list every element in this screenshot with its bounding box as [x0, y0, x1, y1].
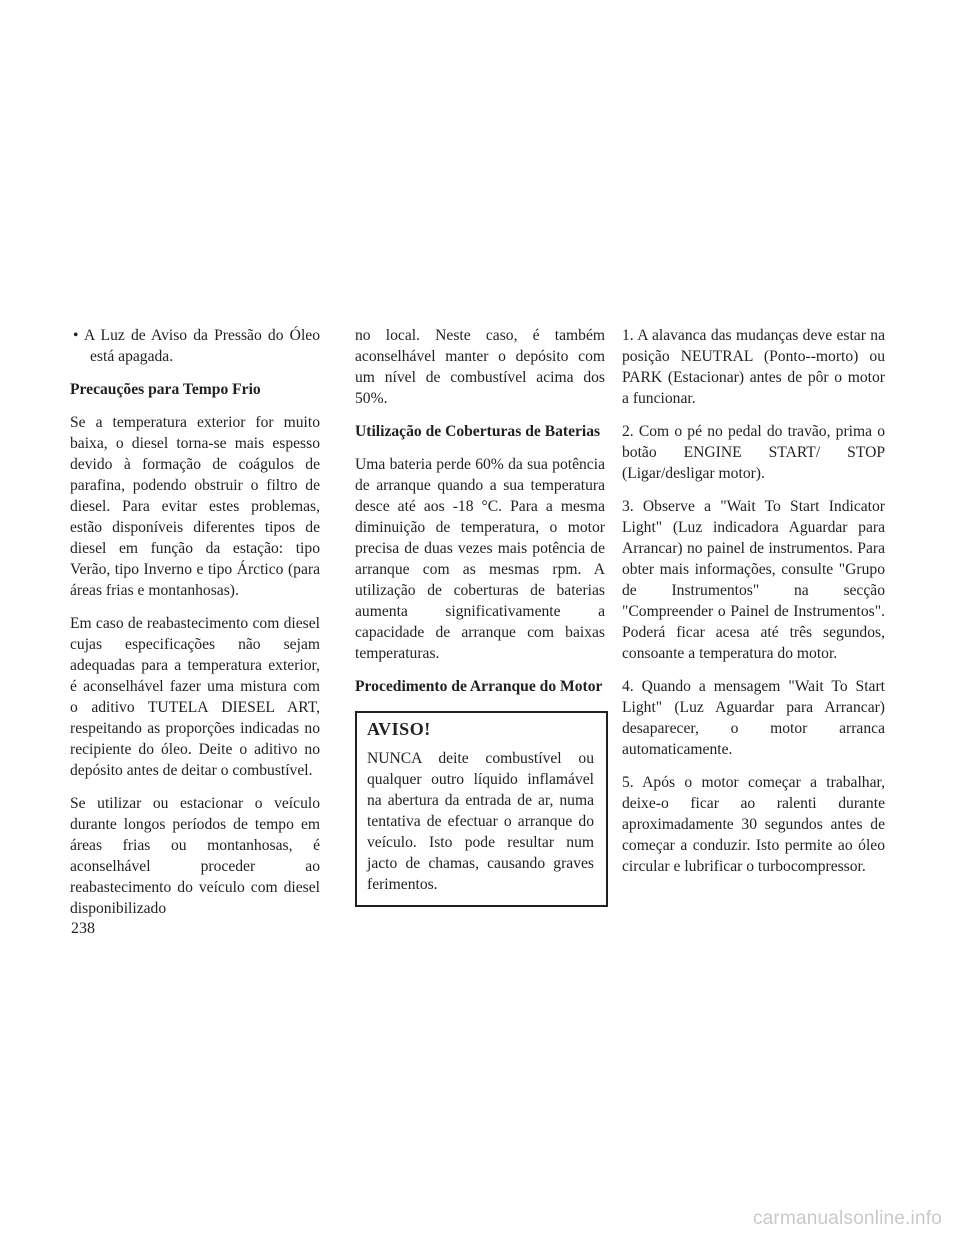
- column-right: [622, 325, 885, 889]
- paragraph: no local. Neste caso, é também aconselhável manter o depósito com um nível de combustível acima dos 50%.: [355, 327, 605, 407]
- watermark: carmanualsonline.info: [752, 1208, 942, 1229]
- bullet-text: A Luz de Aviso da Pressão do Óleo está apagada.: [84, 327, 320, 365]
- bullet-icon: •: [73, 327, 79, 344]
- column-middle: [355, 325, 605, 907]
- bullet-item: [70, 325, 320, 367]
- paragraph: Uma bateria perde 60% da sua potência de arranque quando a sua temperatura desce até aos -18 °C. Para a mesma diminuição de temperatura, o motor precisa de duas vezes mais potência de arranque com as mesmas rpm. A utilização de coberturas de baterias aumenta significativamente a capacidade de arranque com baixas temperaturas.: [355, 456, 605, 662]
- step-3: 3. Observe a "Wait To Start Indicator Light" (Luz indicadora Aguardar para Arrancar) no painel de instrumentos. Para obter mais informações, consulte "Grupo de Instrumentos" na secção "Compreender o Painel de Instrumentos". Poderá ficar acesa até três segundos, consoante a temperatura do motor.: [622, 498, 885, 662]
- column-left: [70, 325, 320, 931]
- warning-title: AVISO!: [367, 719, 431, 739]
- section-heading-cold-weather: Precauções para Tempo Frio: [70, 381, 261, 398]
- step-5: 5. Após o motor começar a trabalhar, deixe-o ficar ao ralenti durante aproximadamente 30 segundos antes de começar a conduzir. Isto permite ao óleo circular e lubrificar o turbocompressor.: [622, 774, 885, 875]
- page-number: 238: [71, 920, 95, 937]
- step-1: 1. A alavanca das mudanças deve estar na posição NEUTRAL (Ponto--morto) ou PARK (Estacionar) antes de pôr o motor a funcionar.: [622, 327, 885, 407]
- paragraph: Em caso de reabastecimento com diesel cujas especificações não sejam adequadas para a temperatura exterior, é aconselhável fazer uma mistura com o aditivo TUTELA DIESEL ART, respeitando as proporções indicadas no recipiente do óleo. Deite o aditivo no depósito antes de deitar o combustível.: [70, 615, 320, 779]
- paragraph: Se utilizar ou estacionar o veículo durante longos períodos de tempo em áreas frias ou montanhosas, é aconselhável proceder ao reabastecimento do veículo com diesel disponibilizado: [70, 795, 320, 917]
- warning-text: NUNCA deite combustível ou qualquer outro líquido inflamável na abertura da entrada de ar, numa tentativa de efectuar o arranque do veículo. Isto pode resultar num jacto de chamas, causando graves ferimentos.: [367, 750, 594, 893]
- step-4: 4. Quando a mensagem "Wait To Start Light" (Luz Aguardar para Arrancar) desaparecer, o motor arranca automaticamente.: [622, 678, 885, 758]
- paragraph: Se a temperatura exterior for muito baixa, o diesel torna-se mais espesso devido à formação de coágulos de parafina, podendo obstruir o filtro de diesel. Para evitar estes problemas, estão disponíveis diferentes tipos de diesel em função da estação: tipo Verão, tipo Inverno e tipo Árctico (para áreas frias e montanhosas).: [70, 414, 320, 599]
- section-heading-battery-covers: Utilização de Coberturas de Baterias: [355, 423, 601, 440]
- section-heading-engine-start: Procedimento de Arranque do Motor: [355, 678, 603, 695]
- warning-box: [355, 711, 608, 907]
- step-2: 2. Com o pé no pedal do travão, prima o botão ENGINE START/ STOP (Ligar/desligar motor).: [622, 423, 885, 482]
